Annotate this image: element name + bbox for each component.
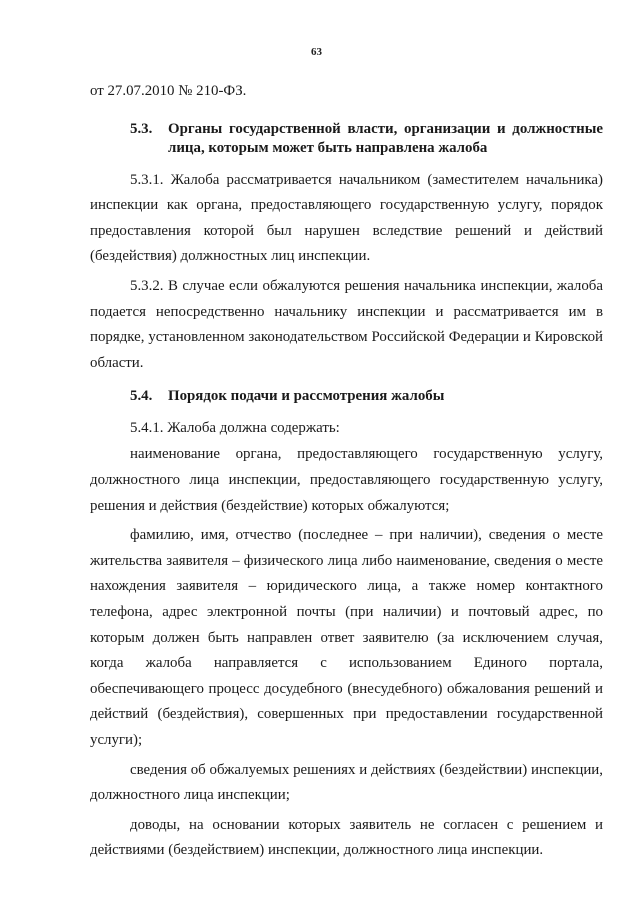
section-heading-5-4 bbox=[90, 387, 603, 407]
section-heading-5-3 bbox=[90, 120, 603, 159]
list-item-arguments: доводы, на основании которых заявитель не согласен с решением и действиями (бездействием) инспекции, должностного лица инспекции. bbox=[90, 816, 603, 859]
list-item-decisions: сведения об обжалуемых решениях и действиях (бездействии) инспекции, должностного лица инспекции; bbox=[90, 761, 603, 804]
intro-line: от 27.07.2010 № 210-ФЗ. bbox=[90, 83, 247, 99]
section-number: 5.4. bbox=[130, 388, 153, 405]
paragraph-5-4-1: 5.4.1. Жалоба должна содержать: bbox=[130, 419, 340, 436]
section-title: Органы государственной власти, организации и должностные лица, которым может быть направлена жалоба bbox=[168, 120, 603, 157]
section-number: 5.3. bbox=[130, 120, 153, 137]
paragraph-5-3-1: 5.3.1. Жалоба рассматривается начальником (заместителем начальника) инспекции как органа, предоставляющего государственную услугу, порядок предоставления которой был нарушен вследствие решений и действий (бездействия) должностных лиц инспекции. bbox=[90, 171, 603, 265]
document-body bbox=[90, 79, 603, 864]
list-item-organ: наименование органа, предоставляющего государственную услугу, должностного лица инспекции, предоставляющего государственную услугу, решения и действия (бездействие) которых обжалуются; bbox=[90, 446, 603, 514]
list-item-applicant-info: фамилию, имя, отчество (последнее – при наличии), сведения о месте жительства заявителя – физического лица либо наименование, сведения о месте нахождения заявителя – юридического лица, а также номер контактного телефона, адрес электронной почты (при наличии) и почтовый адрес, по которым должен быть направлен ответ заявителю (за исключением случая, когда жалоба направляется с использованием Единого портала, обеспечивающего процесс досудебного (внесудебного) обжалования решений и действий (бездействия), совершенных при предоставлении государственной услуги); bbox=[90, 527, 603, 748]
page-number: 63 bbox=[311, 46, 322, 58]
section-title: Порядок подачи и рассмотрения жалобы bbox=[168, 388, 445, 405]
paragraph-5-3-2: 5.3.2. В случае если обжалуются решения начальника инспекции, жалоба подается непосредственно начальнику инспекции и рассматривается им в порядке, установленном законодательством Российской Федерации и Кировской области. bbox=[90, 277, 603, 371]
